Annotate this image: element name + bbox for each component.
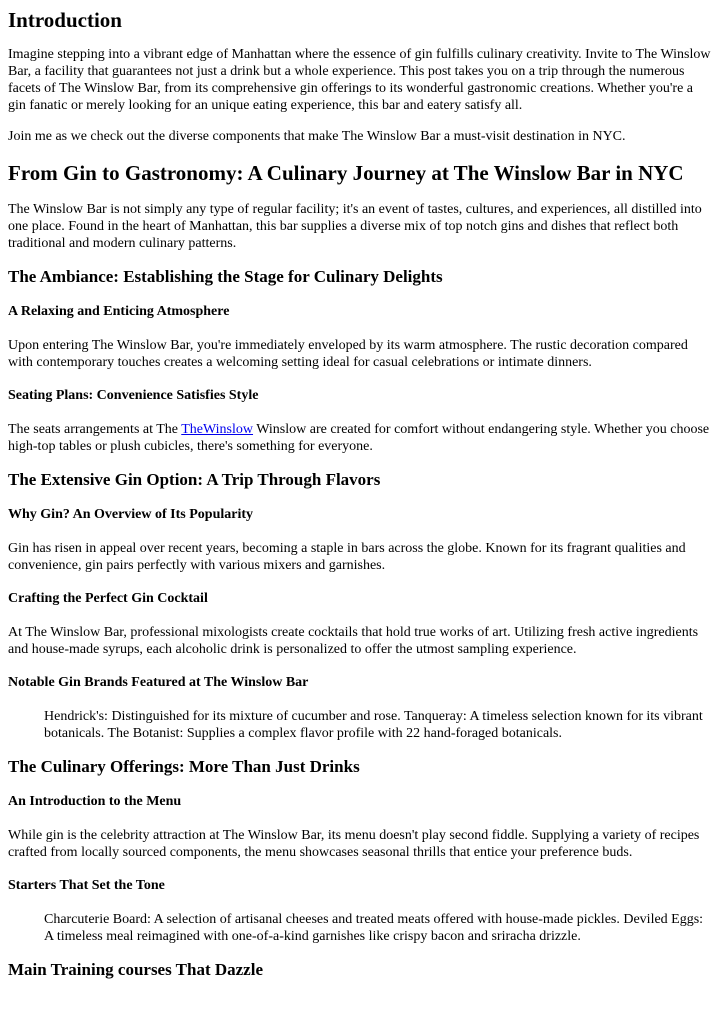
ambiance-heading: The Ambiance: Establishing the Stage for Culinary Delights bbox=[8, 267, 443, 286]
cocktail-paragraph: At The Winslow Bar, professional mixologists create cocktails that hold true works of art. Utilizing fresh active ingredients and house-made syrups, each alcoholic drink is personalized to offer the utmost sampling experience. bbox=[8, 625, 699, 657]
seating-text-after: Winslow are created for comfort without endangering style. Whether you choose high-top tables or plush cubicles, there's something for everyone. bbox=[8, 422, 710, 454]
menu-heading: An Introduction to the Menu bbox=[8, 794, 182, 809]
why-gin-paragraph: Gin has risen in appeal over recent years, becoming a staple in bars across the globe. Known for its fragrant qualities and convenience, gin pairs perfectly with various mixers and garnishes. bbox=[8, 541, 686, 573]
mains-heading: Main Training courses That Dazzle bbox=[8, 960, 263, 979]
why-gin-heading: Why Gin? An Overview of Its Popularity bbox=[8, 507, 254, 522]
winslow-link[interactable]: TheWinslow bbox=[181, 422, 254, 437]
menu-paragraph: While gin is the celebrity attraction at The Winslow Bar, its menu doesn't play second fiddle. Supplying a variety of recipes crafted from locally sourced components, the menu showcases seasonal thrills that entice your preference buds. bbox=[8, 828, 700, 860]
main-heading: From Gin to Gastronomy: A Culinary Journey at The Winslow Bar in NYC bbox=[8, 161, 684, 185]
seating-paragraph bbox=[8, 421, 712, 455]
atmosphere-paragraph: Upon entering The Winslow Bar, you're immediately enveloped by its warm atmosphere. The rustic decoration compared with contemporary touches creates a welcoming setting ideal for casual celebrations or intimate dinners. bbox=[8, 338, 688, 370]
intro-paragraph-2: Join me as we check out the diverse components that make The Winslow Bar a must-visit destination in NYC. bbox=[8, 129, 626, 144]
intro-heading: Introduction bbox=[8, 8, 122, 32]
brands-heading: Notable Gin Brands Featured at The Winslow Bar bbox=[8, 675, 309, 690]
gin-heading: The Extensive Gin Option: A Trip Through Flavors bbox=[8, 470, 381, 489]
seating-text-before: The seats arrangements at The bbox=[8, 422, 182, 437]
starters-quote: Charcuterie Board: A selection of artisanal cheeses and treated meats offered with house-made pickles. Deviled Eggs: A timeless meal reimagined with one-of-a-kind garnishes like crispy bacon and sriracha drizzle. bbox=[44, 912, 704, 944]
atmosphere-heading: A Relaxing and Enticing Atmosphere bbox=[8, 304, 230, 319]
seating-heading: Seating Plans: Convenience Satisfies Style bbox=[8, 388, 259, 403]
article bbox=[0, 8, 720, 980]
brands-quote: Hendrick's: Distinguished for its mixture of cucumber and rose. Tanqueray: A timeless selection known for its vibrant botanicals. The Botanist: Supplies a complex flavor profile with 22 hand-foraged botanicals. bbox=[44, 709, 703, 741]
intro-paragraph-1: Imagine stepping into a vibrant edge of Manhattan where the essence of gin fulfills culinary creativity. Invite to The Winslow Bar, a facility that guarantees not just a drink but a whole experience. This post takes you on a trip through the numerous facets of The Winslow Bar, from its comprehensive gin offerings to its wonderful gastronomic creations. Whether you're a gin fanatic or merely looking for an unique eating experience, this bar and eatery satisfy all. bbox=[8, 47, 711, 113]
main-paragraph: The Winslow Bar is not simply any type of regular facility; it's an event of tastes, cultures, and experiences, all distilled into one place. Found in the heart of Manhattan, this bar supplies a diverse mix of top notch gins and dishes that reflect both traditional and modern culinary patterns. bbox=[8, 202, 702, 251]
starters-heading: Starters That Set the Tone bbox=[8, 878, 165, 893]
cocktail-heading: Crafting the Perfect Gin Cocktail bbox=[8, 591, 208, 606]
culinary-heading: The Culinary Offerings: More Than Just Drinks bbox=[8, 757, 360, 776]
